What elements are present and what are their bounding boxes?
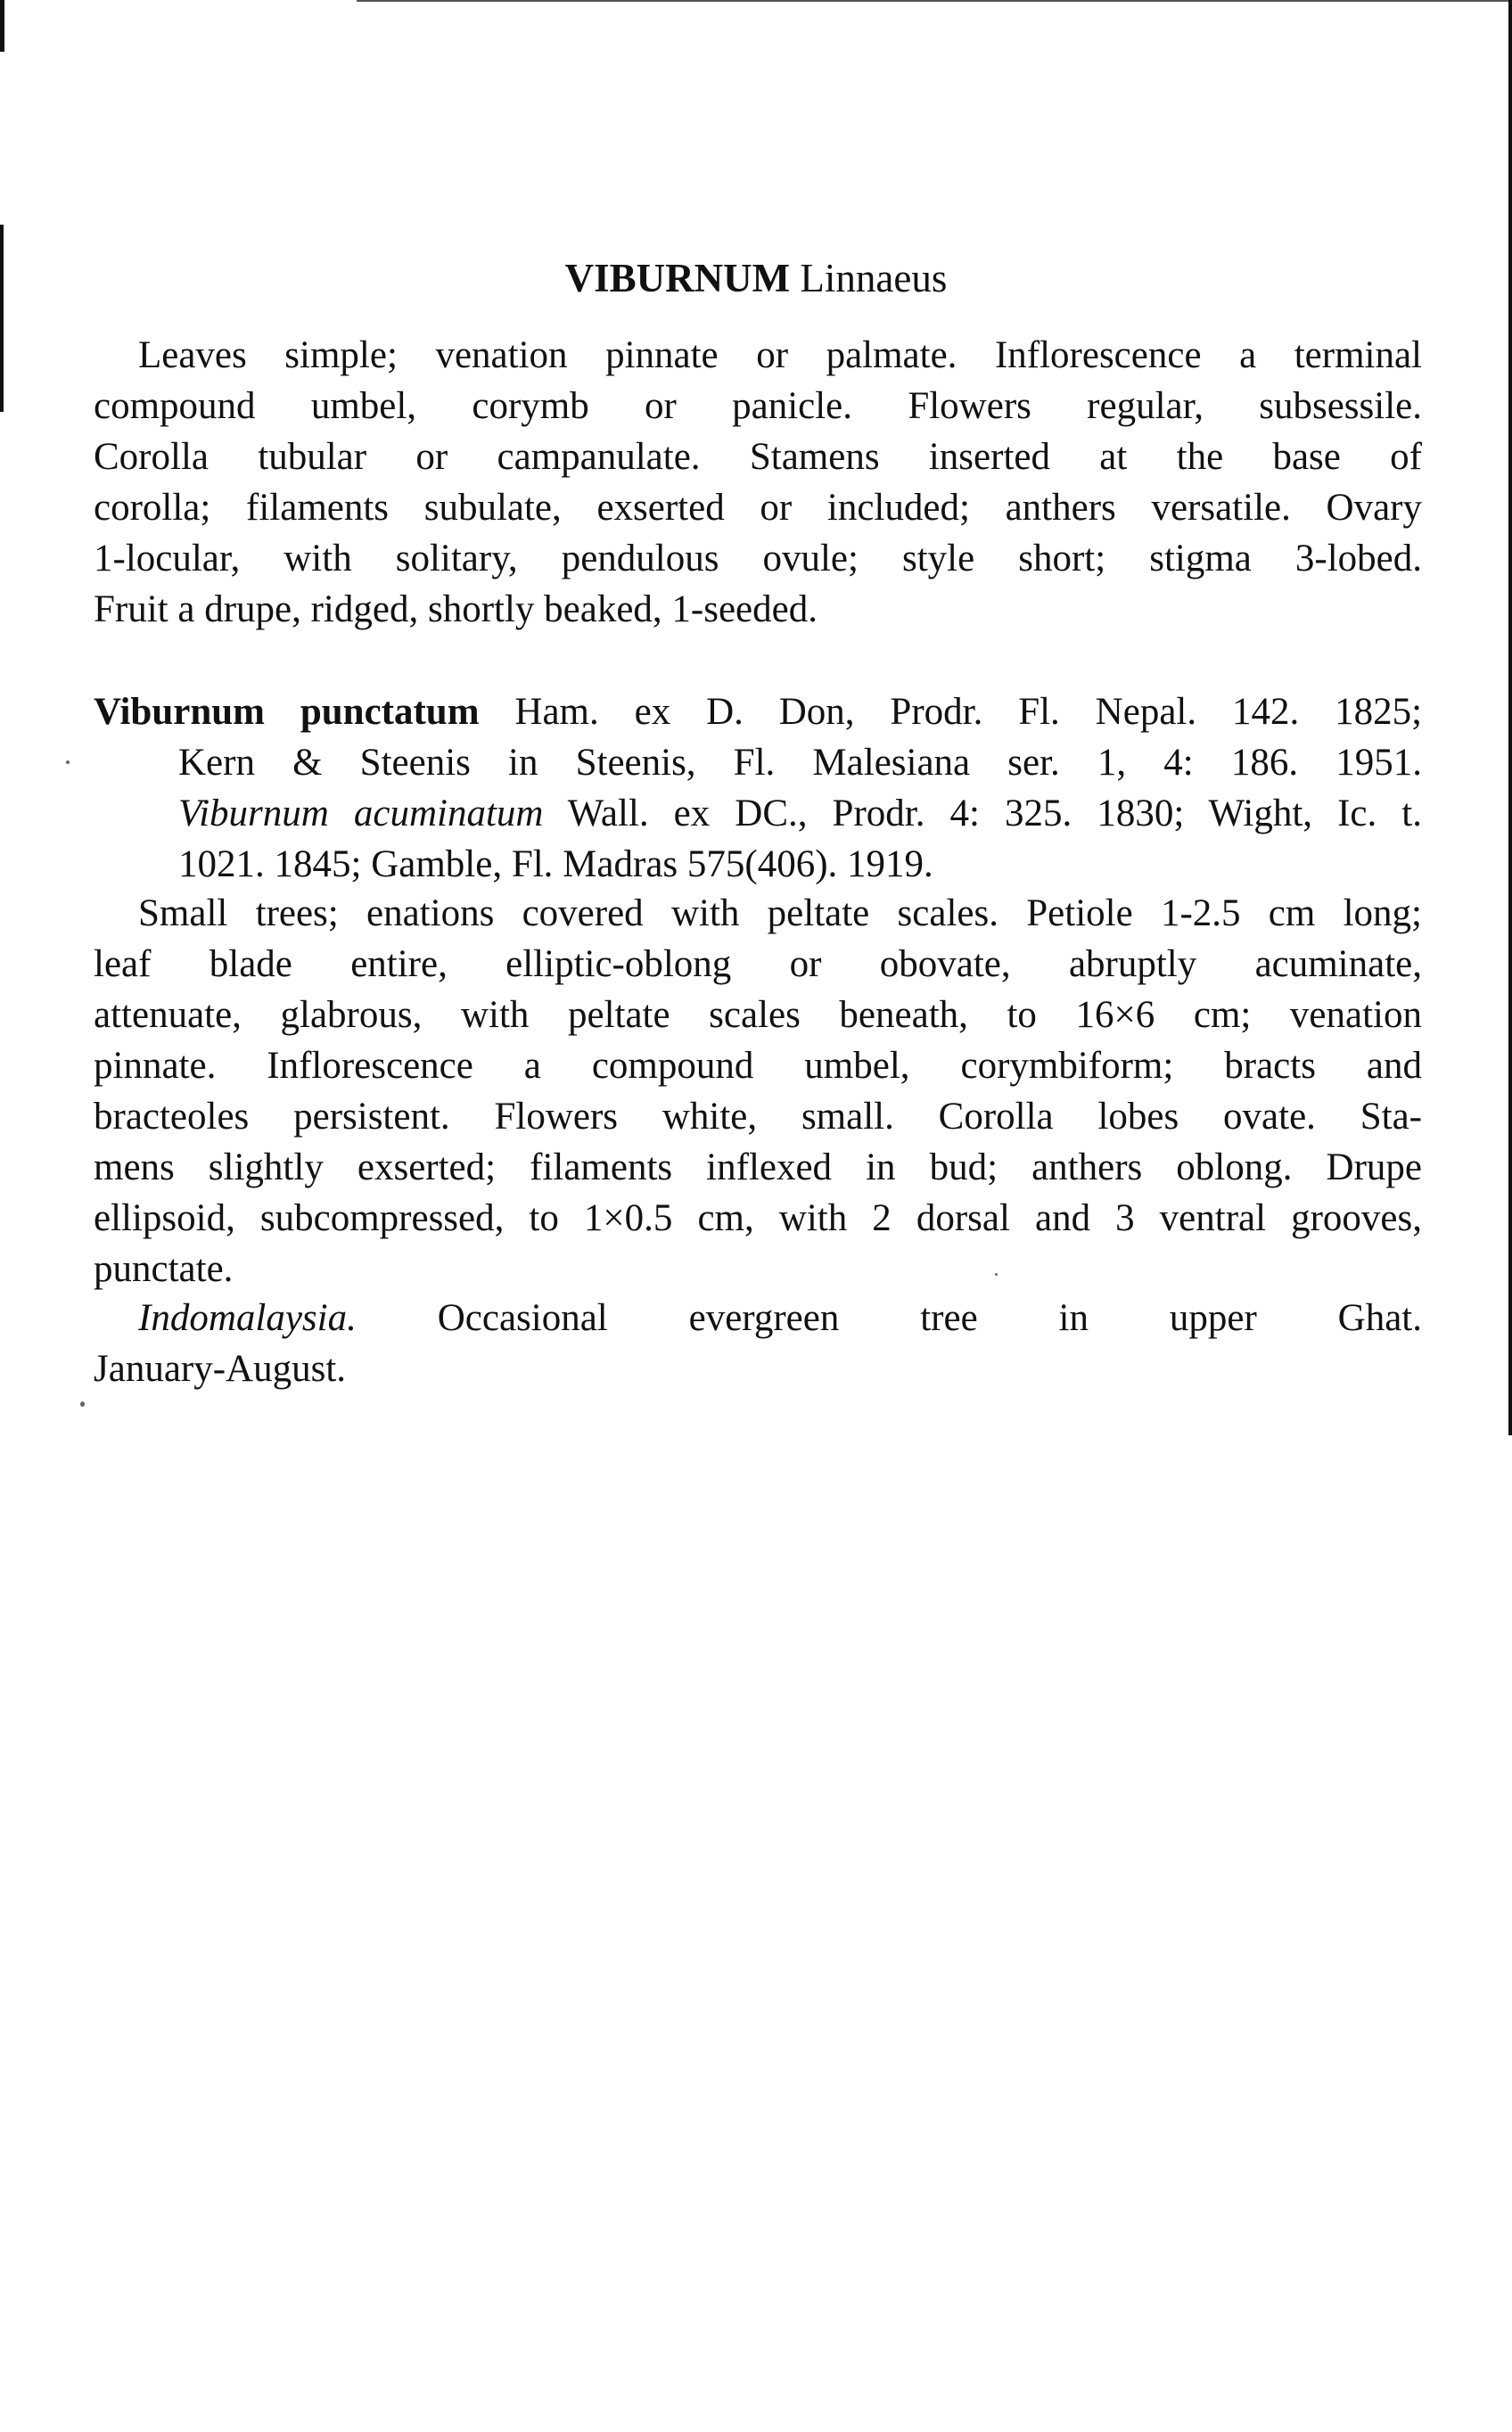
scan-speck [66,760,70,764]
scan-edge-left [0,0,4,52]
synonym-name: Viburnum acuminatum [178,793,544,834]
genus-author: Linnaeus [800,256,948,300]
genus-heading [0,251,1512,305]
species-description-line: Small trees; enations covered with peltate scales. Petiole 1-2.5 cm long; [138,892,1422,934]
scan-edge-top [357,0,1512,2]
scan-speck [80,1401,85,1407]
distribution [94,1293,1422,1394]
species-citation: Ham. ex D. Don, Prodr. Fl. Nepal. 142. 1825; [514,691,1423,733]
species-citation-line: 1021. 1845; Gamble, Fl. Madras 575(406). 1919. [178,843,933,885]
phenology: January-August. [94,1348,347,1390]
synonym-citation: Wall. ex DC., Prodr. 4: 325. 1830; Wight, Ic. t. [567,793,1422,834]
genus-description-line: compound umbel, corymb or panicle. Flowers regular, subsessile. [94,385,1422,427]
species-description [94,888,1422,1294]
species-description-line: bracteoles persistent. Flowers white, small. Corolla lobes ovate. Sta- [94,1096,1422,1138]
distribution-region: Indomalaysia. [138,1297,357,1339]
species-description-line: attenuate, glabrous, with peltate scales beneath, to 16×6 cm; venation [94,994,1422,1036]
genus-description-line: corolla; filaments subulate, exserted or included; anthers versatile. Ovary [94,487,1422,529]
genus-description-line: Leaves simple; venation pinnate or palmate. Inflorescence a terminal [138,334,1422,376]
distribution-habitat: Occasional evergreen tree in upper Ghat. [437,1297,1422,1339]
genus-description-line: 1-locular, with solitary, pendulous ovule; style short; stigma 3-lobed. [94,538,1422,579]
genus-description-line: Corolla tubular or campanulate. Stamens inserted at the base of [94,436,1422,478]
species-nomenclature [94,686,1422,890]
genus-description-line: Fruit a drupe, ridged, shortly beaked, 1-seeded. [94,588,818,630]
scan-edge-right [1508,0,1512,1435]
species-citation-line: Kern & Steenis in Steenis, Fl. Malesiana ser. 1, 4: 186. 1951. [178,742,1422,784]
species-description-line: mens slightly exserted; filaments inflexed in bud; anthers oblong. Drupe [94,1146,1422,1188]
genus-description [94,330,1422,635]
species-name: Viburnum punctatum [94,691,480,733]
species-description-line: leaf blade entire, elliptic-oblong or obovate, abruptly acuminate, [94,943,1422,985]
species-citation-line [94,686,1422,737]
species-description-line: ellipsoid, subcompressed, to 1×0.5 cm, with 2 dorsal and 3 ventral grooves, [94,1197,1422,1239]
species-description-line: pinnate. Inflorescence a compound umbel, corymbiform; bracts and [94,1045,1422,1087]
species-citation-line [94,788,1422,839]
species-description-line: punctate. [94,1248,234,1290]
distribution-line [94,1293,1422,1343]
genus-name: VIBURNUM [564,256,791,300]
